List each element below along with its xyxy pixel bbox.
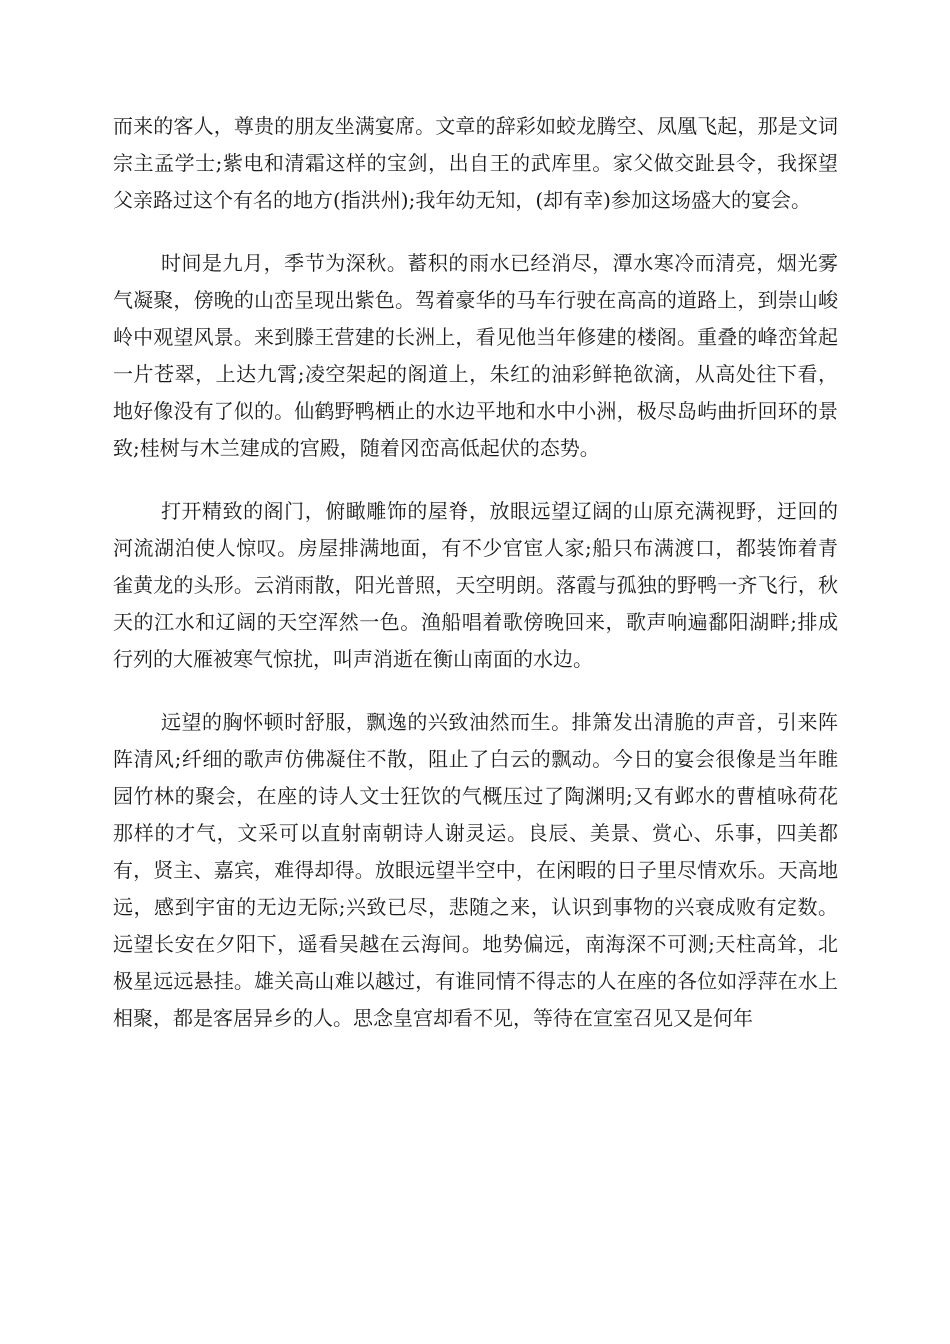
paragraph-4: 远望的胸怀顿时舒服，飘逸的兴致油然而生。排箫发出清脆的声音，引来阵阵清风;纤细的歌声仿佛凝住不散，阻止了白云的飘动。今日的宴会很像是当年睢园竹林的聚会，在座的诗人文士狂饮的气概压过了陶渊明;又有邺水的曹植咏荷花那样的才气，文采可以直射南朝诗人谢灵运。良辰、美景、赏心、乐事，四美都有，贤主、嘉宾，难得却得。放眼远望半空中，在闲暇的日子里尽情欢乐。天高地远，感到宇宙的无边无际;兴致已尽，悲随之来，认识到事物的兴衰成败有定数。远望长安在夕阳下，遥看吴越在云海间。地势偏远，南海深不可测;天柱高耸，北极星远远悬挂。雄关高山难以越过，有谁同情不得志的人在座的各位如浮萍在水上相聚，都是客居异乡的人。思念皇宫却看不见，等待在宣室召见又是何年	[113, 710, 838, 1030]
paragraph-2: 时间是九月，季节为深秋。蓄积的雨水已经消尽，潭水寒冷而清亮，烟光雾气凝聚，傍晚的山峦呈现出紫色。驾着豪华的马车行驶在高高的道路上，到崇山峻岭中观望风景。来到滕王营建的长洲上，看见他当年修建的楼阁。重叠的峰峦耸起一片苍翠，上达九霄;凌空架起的阁道上，朱红的油彩鲜艳欲滴，从高处往下看，地好像没有了似的。仙鹤野鸭栖止的水边平地和水中小洲，极尽岛屿曲折回环的景致;桂树与木兰建成的宫殿，随着冈峦高低起伏的态势。	[113, 251, 838, 460]
paragraph-1: 而来的客人，尊贵的朋友坐满宴席。文章的辞彩如蛟龙腾空、凤凰飞起，那是文词宗主孟学士;紫电和清霜这样的宝剑，出自王的武库里。家父做交趾县令，我探望父亲路过这个有名的地方(指洪州);我年幼无知，(却有幸)参加这场盛大的宴会。	[113, 114, 838, 212]
paragraph-3: 打开精致的阁门，俯瞰雕饰的屋脊，放眼远望辽阔的山原充满视野，迂回的河流湖泊使人惊叹。房屋排满地面，有不少官宦人家;船只布满渡口，都装饰着青雀黄龙的头形。云消雨散，阳光普照，天空明朗。落霞与孤独的野鸭一齐飞行，秋天的江水和辽阔的天空浑然一色。渔船唱着歌傍晚回来，歌声响遍鄱阳湖畔;排成行列的大雁被寒气惊扰，叫声消逝在衡山南面的水边。	[113, 499, 838, 671]
document-body	[113, 108, 838, 1063]
